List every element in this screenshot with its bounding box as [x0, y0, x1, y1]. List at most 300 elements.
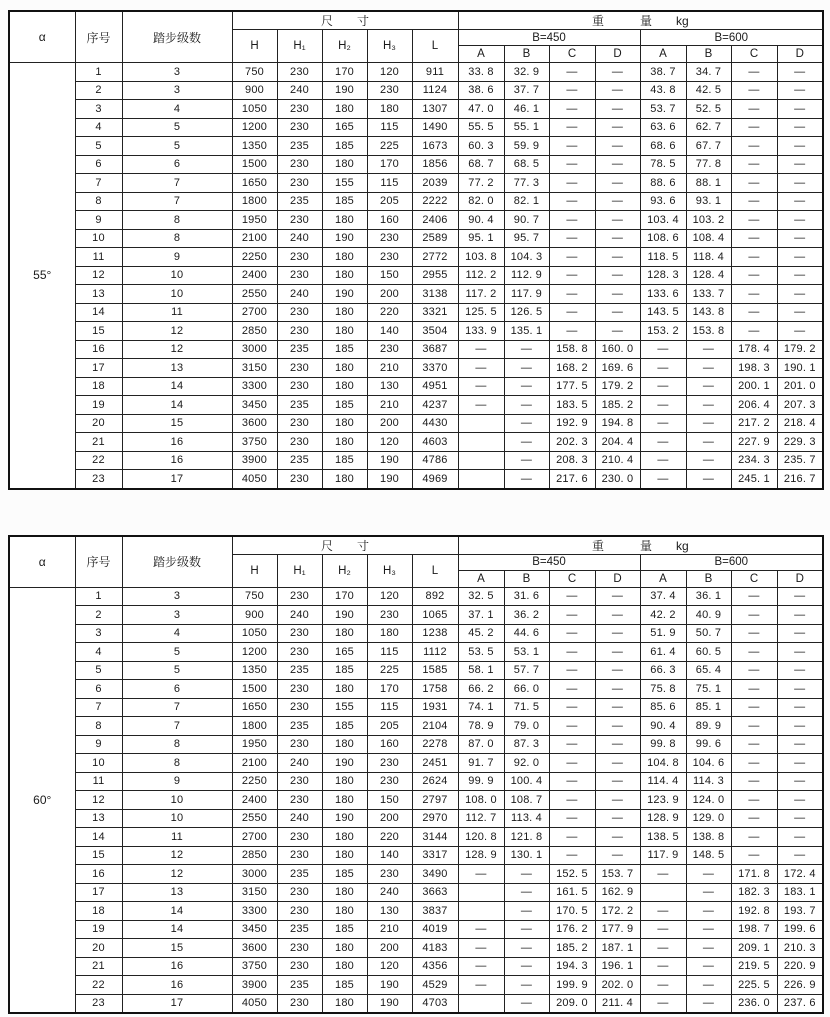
cell: — — [458, 939, 504, 958]
cell — [458, 470, 504, 489]
cell: 3317 — [412, 846, 458, 865]
cell: 9 — [75, 211, 122, 230]
cell: 6 — [122, 680, 232, 699]
cell: 1124 — [412, 81, 458, 100]
cell: 190 — [322, 81, 367, 100]
cell: 87. 3 — [504, 735, 549, 754]
dim-col-H: H — [232, 554, 277, 587]
cell: 75. 8 — [640, 680, 686, 699]
cell: — — [686, 340, 731, 359]
cell: 12 — [122, 322, 232, 341]
cell: 3450 — [232, 396, 277, 415]
cell: — — [504, 451, 549, 470]
cell: 4 — [122, 100, 232, 119]
cell: 3300 — [232, 377, 277, 396]
cell: 230 — [367, 772, 412, 791]
serial-column-header: 序号 — [75, 536, 122, 588]
cell: 118. 4 — [686, 248, 731, 267]
cell: 3 — [75, 624, 122, 643]
cell: 227. 9 — [731, 433, 777, 452]
cell: 192. 9 — [549, 414, 595, 433]
cell: — — [731, 63, 777, 82]
cell: — — [595, 587, 640, 606]
cell: 17 — [75, 359, 122, 378]
cell: 57. 7 — [504, 661, 549, 680]
cell: 3000 — [232, 340, 277, 359]
cell: 230 — [277, 994, 322, 1013]
cell: 114. 3 — [686, 772, 731, 791]
dim-col-H1: H₁ — [277, 30, 322, 63]
cell: 16 — [122, 451, 232, 470]
cell: 112. 7 — [458, 809, 504, 828]
cell: — — [777, 624, 823, 643]
cell: 13 — [122, 359, 232, 378]
cell: 170 — [367, 155, 412, 174]
cell: 2550 — [232, 809, 277, 828]
cell: 117. 9 — [504, 285, 549, 304]
cell: 187. 1 — [595, 939, 640, 958]
cell: 220 — [367, 828, 412, 847]
cell: 11 — [75, 772, 122, 791]
serial-column-header: 序号 — [75, 11, 122, 63]
cell: 5 — [122, 137, 232, 156]
cell: 210. 3 — [777, 939, 823, 958]
cell: 103. 8 — [458, 248, 504, 267]
cell: 120 — [367, 63, 412, 82]
cell: 104. 3 — [504, 248, 549, 267]
cell: 9 — [122, 772, 232, 791]
cell: — — [640, 451, 686, 470]
cell: 4969 — [412, 470, 458, 489]
cell: — — [549, 118, 595, 137]
cell: — — [686, 920, 731, 939]
cell: — — [549, 698, 595, 717]
cell: 115 — [367, 643, 412, 662]
cell: 90. 4 — [640, 717, 686, 736]
cell: — — [777, 229, 823, 248]
cell: 180 — [322, 957, 367, 976]
cell: 135. 1 — [504, 322, 549, 341]
cell: 12 — [122, 846, 232, 865]
cell: 3900 — [232, 976, 277, 995]
cell: 2250 — [232, 772, 277, 791]
cell: 2406 — [412, 211, 458, 230]
cell: 133. 7 — [686, 285, 731, 304]
cell: 205 — [367, 192, 412, 211]
cell: 208. 3 — [549, 451, 595, 470]
cell: 14 — [122, 396, 232, 415]
cell: 143. 8 — [686, 303, 731, 322]
cell: 198. 7 — [731, 920, 777, 939]
cell: 236. 0 — [731, 994, 777, 1013]
cell: 90. 7 — [504, 211, 549, 230]
cell: 230 — [277, 735, 322, 754]
cell: 7 — [122, 717, 232, 736]
cell: — — [777, 81, 823, 100]
cell: 183. 5 — [549, 396, 595, 415]
table-row — [9, 137, 823, 156]
alpha-value: 60° — [9, 587, 75, 1013]
cell: 19 — [75, 396, 122, 415]
cell: 185 — [322, 865, 367, 884]
cell: — — [549, 717, 595, 736]
cell: 160 — [367, 735, 412, 754]
cell: — — [640, 939, 686, 958]
cell: 200 — [367, 809, 412, 828]
cell: 17 — [122, 470, 232, 489]
steps-column-header: 踏步级数 — [122, 536, 232, 588]
cell: — — [549, 828, 595, 847]
cell: 235 — [277, 137, 322, 156]
cell: — — [549, 137, 595, 156]
cell: — — [595, 100, 640, 119]
cell: 169. 6 — [595, 359, 640, 378]
cell: 1 — [75, 63, 122, 82]
cell: — — [731, 698, 777, 717]
cell: — — [777, 63, 823, 82]
b450-col-C: C — [549, 570, 595, 587]
cell: 15 — [122, 414, 232, 433]
cell: 185 — [322, 451, 367, 470]
cell: 68. 5 — [504, 155, 549, 174]
cell: 2100 — [232, 229, 277, 248]
cell: 21 — [75, 957, 122, 976]
cell: 78. 5 — [640, 155, 686, 174]
cell: 77. 2 — [458, 174, 504, 193]
cell: — — [458, 920, 504, 939]
cell: — — [595, 735, 640, 754]
cell: — — [686, 976, 731, 995]
cell: 14 — [122, 920, 232, 939]
cell: — — [549, 772, 595, 791]
cell: 230 — [277, 957, 322, 976]
cell: 171. 8 — [731, 865, 777, 884]
b450-group-header: B=450 — [458, 554, 640, 570]
cell: — — [549, 624, 595, 643]
cell: 180 — [322, 994, 367, 1013]
cell: 3450 — [232, 920, 277, 939]
cell: — — [549, 303, 595, 322]
cell: 1490 — [412, 118, 458, 137]
cell: 180 — [322, 828, 367, 847]
cell: 3663 — [412, 883, 458, 902]
cell: 40. 9 — [686, 606, 731, 625]
cell: 37. 4 — [640, 587, 686, 606]
cell: 1200 — [232, 118, 277, 137]
cell: 3 — [122, 81, 232, 100]
cell: 12 — [75, 266, 122, 285]
b450-col-A: A — [458, 46, 504, 63]
cell: 85. 1 — [686, 698, 731, 717]
cell: 1307 — [412, 100, 458, 119]
cell: 177. 9 — [595, 920, 640, 939]
cell: 240 — [367, 883, 412, 902]
cell: 4786 — [412, 451, 458, 470]
cell: — — [595, 772, 640, 791]
cell: — — [731, 791, 777, 810]
cell: — — [549, 285, 595, 304]
table-row — [9, 433, 823, 452]
cell: — — [504, 396, 549, 415]
table-row — [9, 643, 823, 662]
cell: 185 — [322, 192, 367, 211]
cell: — — [549, 81, 595, 100]
cell: 6 — [122, 155, 232, 174]
table-row — [9, 266, 823, 285]
cell: 112. 2 — [458, 266, 504, 285]
cell: 2850 — [232, 322, 277, 341]
table-row — [9, 698, 823, 717]
cell: — — [504, 939, 549, 958]
cell: 22 — [75, 976, 122, 995]
cell: 180 — [322, 624, 367, 643]
cell: — — [504, 957, 549, 976]
cell: — — [731, 155, 777, 174]
cell: 3504 — [412, 322, 458, 341]
cell: 230 — [367, 754, 412, 773]
cell: — — [731, 587, 777, 606]
cell: — — [686, 396, 731, 415]
cell: 50. 7 — [686, 624, 731, 643]
cell: — — [595, 248, 640, 267]
table-row — [9, 377, 823, 396]
cell: 4 — [75, 118, 122, 137]
cell: 225 — [367, 137, 412, 156]
cell: — — [777, 735, 823, 754]
cell: 230 — [277, 624, 322, 643]
cell: 235. 7 — [777, 451, 823, 470]
table-row — [9, 396, 823, 415]
cell: 220. 9 — [777, 957, 823, 976]
cell: 36. 1 — [686, 587, 731, 606]
table-row — [9, 828, 823, 847]
cell: — — [731, 229, 777, 248]
table-row — [9, 717, 823, 736]
cell: 193. 7 — [777, 902, 823, 921]
table-row — [9, 285, 823, 304]
cell: — — [731, 624, 777, 643]
table-row — [9, 976, 823, 995]
cell: 82. 1 — [504, 192, 549, 211]
cell: — — [731, 192, 777, 211]
table-row — [9, 63, 823, 82]
table-row — [9, 451, 823, 470]
cell: 190 — [367, 994, 412, 1013]
cell: 45. 2 — [458, 624, 504, 643]
cell: 1112 — [412, 643, 458, 662]
cell: 7 — [122, 192, 232, 211]
cell: — — [686, 470, 731, 489]
cell: — — [504, 902, 549, 921]
cell: 172. 4 — [777, 865, 823, 884]
cell: 750 — [232, 63, 277, 82]
cell: 230 — [277, 377, 322, 396]
cell: — — [777, 100, 823, 119]
cell: — — [731, 81, 777, 100]
cell: 178. 4 — [731, 340, 777, 359]
cell: — — [504, 865, 549, 884]
cell: — — [777, 155, 823, 174]
cell: 138. 8 — [686, 828, 731, 847]
cell: 13 — [122, 883, 232, 902]
cell: 99. 8 — [640, 735, 686, 754]
cell: 17 — [75, 883, 122, 902]
cell: 5 — [75, 137, 122, 156]
cell: 6 — [75, 680, 122, 699]
cell: 4356 — [412, 957, 458, 976]
cell: 66. 0 — [504, 680, 549, 699]
cell: — — [549, 174, 595, 193]
cell: — — [595, 698, 640, 717]
cell: 190. 1 — [777, 359, 823, 378]
cell: 14 — [75, 828, 122, 847]
cell: 199. 6 — [777, 920, 823, 939]
cell: 51. 9 — [640, 624, 686, 643]
cell: — — [595, 661, 640, 680]
cell: — — [686, 957, 731, 976]
cell: 74. 1 — [458, 698, 504, 717]
table-header — [9, 536, 823, 588]
cell: 230 — [277, 791, 322, 810]
cell: — — [595, 155, 640, 174]
b450-group-header: B=450 — [458, 30, 640, 46]
cell: 230 — [367, 865, 412, 884]
cell: 16 — [122, 976, 232, 995]
cell: 180 — [367, 624, 412, 643]
cell: 68. 6 — [640, 137, 686, 156]
cell: 82. 0 — [458, 192, 504, 211]
cell: 120. 8 — [458, 828, 504, 847]
cell: 5 — [75, 661, 122, 680]
cell: — — [640, 433, 686, 452]
cell: 206. 4 — [731, 396, 777, 415]
cell: — — [504, 920, 549, 939]
cell: 78. 9 — [458, 717, 504, 736]
dim-col-H3: H₃ — [367, 554, 412, 587]
cell: 2278 — [412, 735, 458, 754]
cell: 180 — [322, 248, 367, 267]
cell: 165 — [322, 643, 367, 662]
cell: 4529 — [412, 976, 458, 995]
cell: 210 — [367, 920, 412, 939]
cell: — — [640, 470, 686, 489]
cell: — — [504, 976, 549, 995]
table-row — [9, 340, 823, 359]
cell: 18 — [75, 902, 122, 921]
cell: — — [731, 735, 777, 754]
cell: 140 — [367, 846, 412, 865]
cell: 180 — [322, 100, 367, 119]
cell: 202. 3 — [549, 433, 595, 452]
cell: — — [686, 414, 731, 433]
cell: 14 — [122, 902, 232, 921]
cell: — — [777, 248, 823, 267]
alpha-column-header: α — [9, 536, 75, 588]
cell: 66. 2 — [458, 680, 504, 699]
cell: — — [595, 322, 640, 341]
cell: 165 — [322, 118, 367, 137]
cell: 190 — [322, 606, 367, 625]
table-row — [9, 211, 823, 230]
cell: 192. 8 — [731, 902, 777, 921]
cell: 230 — [277, 359, 322, 378]
cell: — — [595, 229, 640, 248]
cell: 230 — [277, 772, 322, 791]
cell: — — [595, 828, 640, 847]
cell: 120 — [367, 587, 412, 606]
cell: 3 — [122, 63, 232, 82]
cell: 9 — [122, 248, 232, 267]
cell: 87. 0 — [458, 735, 504, 754]
cell: 230 — [277, 643, 322, 662]
cell: — — [777, 846, 823, 865]
cell: 1800 — [232, 717, 277, 736]
table-row — [9, 957, 823, 976]
cell: 4 — [75, 643, 122, 662]
cell: — — [640, 414, 686, 433]
cell: 2700 — [232, 828, 277, 847]
cell: 190 — [322, 229, 367, 248]
cell: 180 — [322, 359, 367, 378]
cell: 99. 9 — [458, 772, 504, 791]
cell: — — [640, 994, 686, 1013]
cell: 240 — [277, 285, 322, 304]
cell: 230 — [277, 939, 322, 958]
cell: — — [595, 285, 640, 304]
cell: 1856 — [412, 155, 458, 174]
dim-col-L: L — [412, 554, 458, 587]
weight-group-header: 重 量 kg — [458, 536, 823, 555]
cell: 12 — [122, 865, 232, 884]
cell: 1650 — [232, 174, 277, 193]
b450-col-B: B — [504, 570, 549, 587]
cell: 180 — [322, 322, 367, 341]
cell — [458, 433, 504, 452]
cell: 129. 0 — [686, 809, 731, 828]
cell: 4603 — [412, 433, 458, 452]
cell: 31. 6 — [504, 587, 549, 606]
cell: 88. 6 — [640, 174, 686, 193]
cell: — — [777, 828, 823, 847]
cell: — — [777, 661, 823, 680]
cell: — — [504, 470, 549, 489]
cell: 217. 2 — [731, 414, 777, 433]
cell: 7 — [75, 174, 122, 193]
cell: 230 — [277, 303, 322, 322]
b600-col-C: C — [731, 46, 777, 63]
table-row — [9, 791, 823, 810]
cell: 152. 5 — [549, 865, 595, 884]
cell: 3750 — [232, 433, 277, 452]
cell — [458, 902, 504, 921]
cell: 16 — [75, 865, 122, 884]
table-row — [9, 606, 823, 625]
cell: 170 — [367, 680, 412, 699]
cell: 198. 3 — [731, 359, 777, 378]
cell: 3900 — [232, 451, 277, 470]
cell: 3687 — [412, 340, 458, 359]
cell: 53. 5 — [458, 643, 504, 662]
cell: 200. 1 — [731, 377, 777, 396]
cell: 55. 5 — [458, 118, 504, 137]
cell: 225 — [367, 661, 412, 680]
cell: 3490 — [412, 865, 458, 884]
table-row — [9, 735, 823, 754]
cell: — — [686, 883, 731, 902]
weight-group-header: 重 量 kg — [458, 11, 823, 30]
cell: 1065 — [412, 606, 458, 625]
cell: — — [686, 865, 731, 884]
